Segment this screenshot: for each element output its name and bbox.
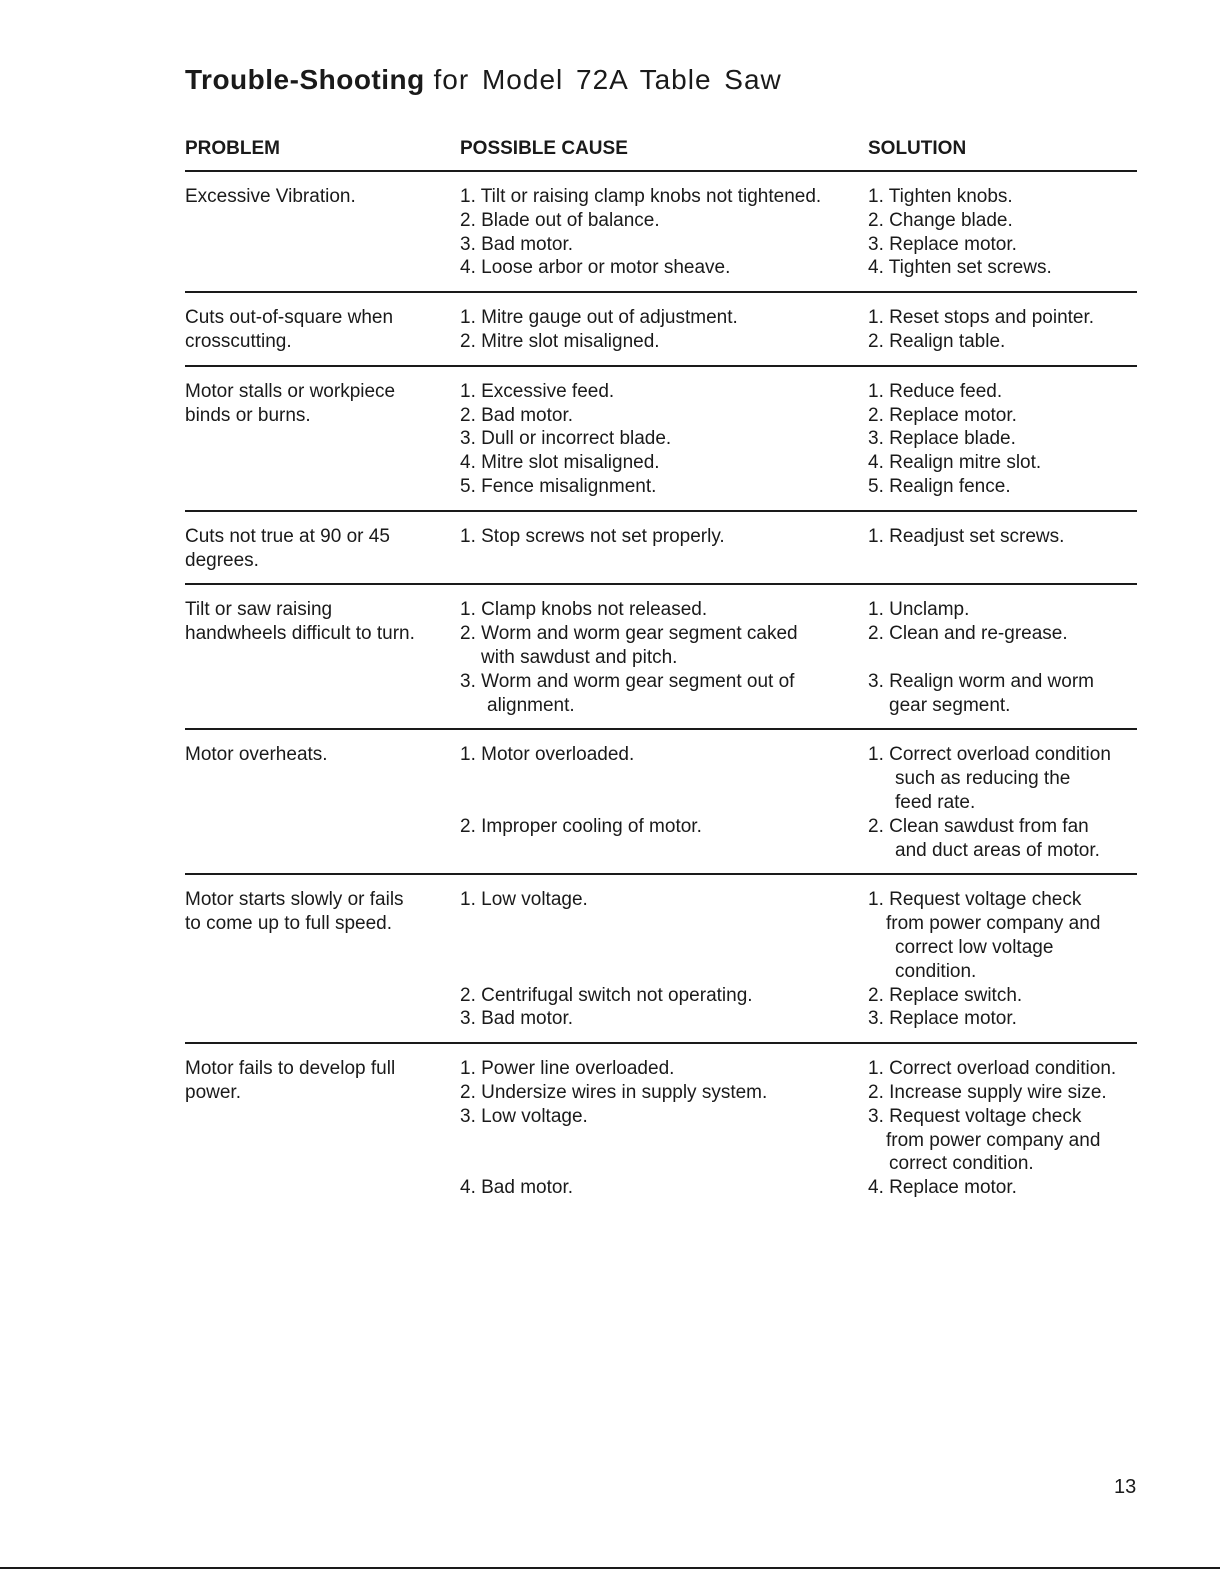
cause-text: 1. Low voltage. <box>460 889 588 911</box>
solution-text: from power company and <box>886 1129 1101 1151</box>
table-row <box>185 730 1137 875</box>
cause-text: 4. Loose arbor or motor sheave. <box>460 257 731 279</box>
cause-text: 2. Centrifugal switch not operating. <box>460 984 753 1006</box>
problem-text: Motor starts slowly or fails <box>185 889 404 911</box>
problem-cell <box>185 888 460 1031</box>
cause-text: 3. Low voltage. <box>460 1105 588 1127</box>
title-bold: Trouble-Shooting <box>185 64 425 95</box>
bottom-divider <box>0 1567 1220 1569</box>
problem-cell <box>185 743 460 862</box>
solution-text: 4. Tighten set screws. <box>868 257 1052 279</box>
problem-text: Motor fails to develop full <box>185 1058 396 1080</box>
cause-text: 5. Fence misalignment. <box>460 475 657 497</box>
solution-text: 1. Request voltage check <box>868 889 1082 911</box>
solution-text: 2. Clean sawdust from fan <box>868 815 1089 837</box>
solution-text: 2. Replace switch. <box>868 984 1023 1006</box>
problem-text: degrees. <box>185 549 259 571</box>
cause-text: 4. Mitre slot misaligned. <box>460 452 660 474</box>
solution-text: 1. Tighten knobs. <box>868 186 1013 207</box>
troubleshooting-table <box>185 136 1137 1211</box>
solution-text: 2. Change blade. <box>868 209 1013 231</box>
title-rest: for Model 72A Table Saw <box>433 64 782 95</box>
solution-text: 2. Replace motor. <box>868 404 1017 426</box>
problem-text: to come up to full speed. <box>185 913 393 935</box>
cause-text: 3. Bad motor. <box>460 1008 574 1030</box>
solution-text: condition. <box>895 960 977 982</box>
solution-text: 2. Increase supply wire size. <box>868 1081 1107 1103</box>
solution-text: such as reducing the <box>895 768 1071 790</box>
problem-cell <box>185 185 460 280</box>
solution-text: 1. Correct overload condition. <box>868 1058 1117 1080</box>
problem-cell <box>185 1057 460 1200</box>
cause-text: 1. Mitre gauge out of adjustment. <box>460 307 738 329</box>
solution-text: 5. Realign fence. <box>868 475 1011 497</box>
solution-text: gear segment. <box>889 694 1011 716</box>
table-row <box>185 293 1137 367</box>
cause-text: 1. Power line overloaded. <box>460 1058 675 1080</box>
cause-text: 1. Motor overloaded. <box>460 744 635 766</box>
problem-text: Cuts not true at 90 or 45 <box>185 525 390 547</box>
page-number: 13 <box>1114 1476 1137 1498</box>
solution-text: 4. Realign mitre slot. <box>868 452 1042 474</box>
cause-text: 2. Improper cooling of motor. <box>460 815 702 837</box>
table-row <box>185 1044 1137 1211</box>
cause-text: 2. Undersize wires in supply system. <box>460 1081 768 1103</box>
solution-text: 3. Realign worm and worm <box>868 670 1094 692</box>
solution-text: 2. Realign table. <box>868 330 1006 352</box>
solution-text: 1. Reset stops and pointer. <box>868 307 1095 329</box>
problem-text: crosscutting. <box>185 330 292 352</box>
cause-text: 2. Bad motor. <box>460 404 574 426</box>
cause-text: 3. Worm and worm gear segment out of <box>460 670 795 692</box>
cause-text: alignment. <box>487 694 575 716</box>
solution-text: 3. Replace motor. <box>868 1008 1017 1030</box>
problem-text: handwheels difficult to turn. <box>185 623 415 645</box>
table-row <box>185 367 1137 512</box>
table-row <box>185 512 1137 586</box>
problem-cell <box>185 598 460 717</box>
cause-text: 4. Bad motor. <box>460 1177 574 1199</box>
problem-text: Motor overheats. <box>185 744 328 766</box>
cause-text: 2. Worm and worm gear segment caked <box>460 623 798 645</box>
cause-text: 3. Dull or incorrect blade. <box>460 428 672 450</box>
table-row <box>185 875 1137 1044</box>
solution-text: 3. Request voltage check <box>868 1105 1082 1127</box>
cause-text: 1. Clamp knobs not released. <box>460 599 708 621</box>
solution-text: 4. Replace motor. <box>868 1177 1017 1199</box>
solution-text: 2. Clean and re-grease. <box>868 623 1068 645</box>
cause-text: 1. Excessive feed. <box>460 380 615 402</box>
problem-text: Motor stalls or workpiece <box>185 380 396 402</box>
solution-text: 3. Replace blade. <box>868 428 1016 450</box>
table-row <box>185 172 1137 293</box>
solution-text: 1. Unclamp. <box>868 599 970 621</box>
solution-text: 1. Readjust set screws. <box>868 525 1065 547</box>
cause-text: 3. Bad motor. <box>460 233 574 255</box>
cause-text: 1. Stop screws not set properly. <box>460 525 725 547</box>
cause-text: 1. Tilt or raising clamp knobs not tightened. <box>460 186 822 207</box>
cause-text: with sawdust and pitch. <box>481 646 678 668</box>
solution-text: correct low voltage <box>895 936 1054 958</box>
problem-cell <box>185 380 460 499</box>
solution-text: and duct areas of motor. <box>895 839 1100 861</box>
problem-text: power. <box>185 1081 241 1103</box>
header-solution: SOLUTION <box>868 138 967 159</box>
solution-text: 1. Correct overload condition <box>868 744 1111 766</box>
problem-cell <box>185 306 460 354</box>
problem-text: Tilt or saw raising <box>185 599 333 621</box>
page-title <box>185 64 782 96</box>
table-row <box>185 585 1137 730</box>
solution-text: 1. Reduce feed. <box>868 380 1003 402</box>
problem-text: Excessive Vibration. <box>185 186 356 207</box>
solution-text: from power company and <box>886 913 1101 935</box>
problem-text: binds or burns. <box>185 404 311 426</box>
problem-cell <box>185 525 460 573</box>
header-cause: POSSIBLE CAUSE <box>460 138 628 159</box>
cause-text: 2. Blade out of balance. <box>460 209 660 231</box>
problem-text: Cuts out-of-square when <box>185 307 394 329</box>
table-header <box>185 136 1137 172</box>
cause-text: 2. Mitre slot misaligned. <box>460 330 660 352</box>
solution-text: 3. Replace motor. <box>868 233 1017 255</box>
header-problem: PROBLEM <box>185 138 280 159</box>
solution-text: feed rate. <box>895 791 976 813</box>
solution-text: correct condition. <box>889 1153 1034 1175</box>
